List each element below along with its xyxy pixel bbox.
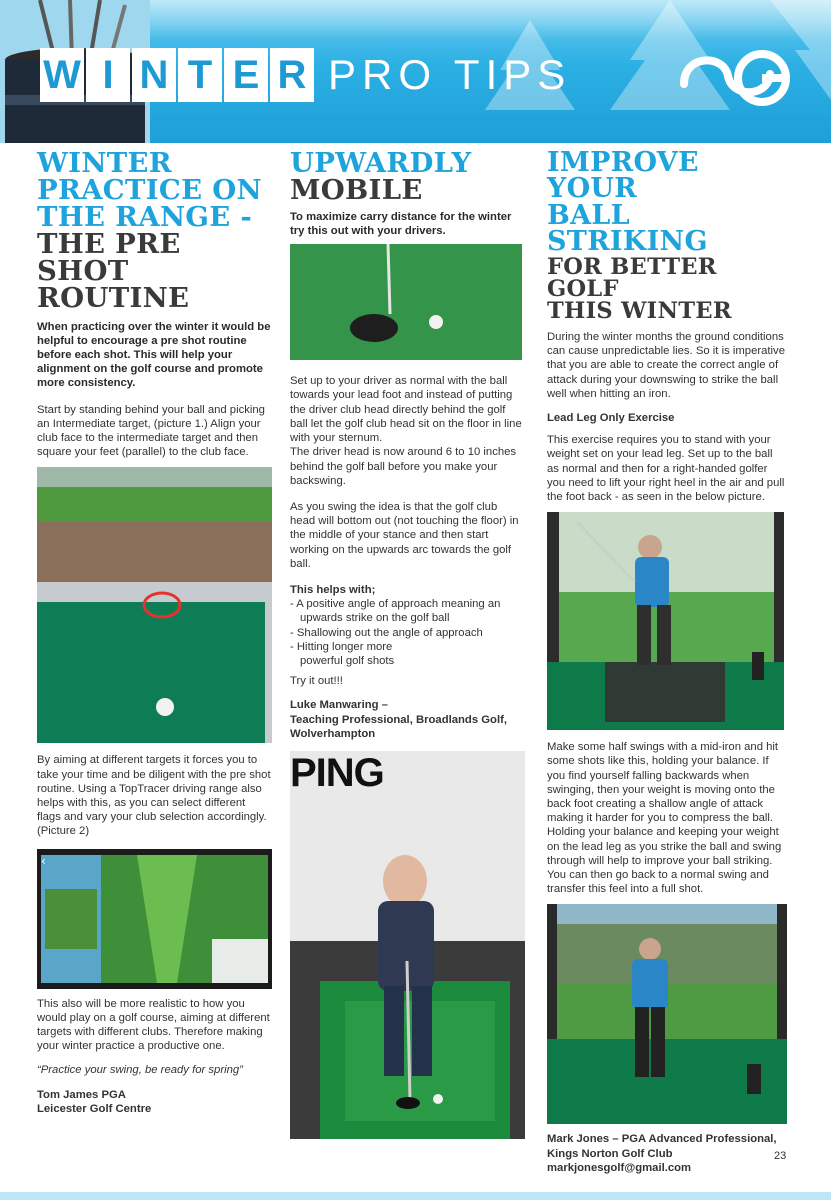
heading-line: THE RANGE - [37,200,253,233]
article-ball-striking [547,147,787,1175]
title-letter: R [270,48,314,102]
heading-line: IMPROVE YOUR [547,147,699,205]
heading-line: UPWARDLY [290,147,472,179]
heading-line: PRACTICE ON [37,173,262,206]
heading-line: THIS WINTER [547,297,732,324]
lead-paragraph: To maximize carry distance for the winter try this out with your drivers. [290,210,512,238]
title-letter: E [224,48,268,102]
driver-photo [290,244,522,360]
list-item: - A positive angle of approach meaning an upwards strike on the golf ball [290,598,501,625]
simulator-follow-through-photo [547,904,787,1124]
header-title [40,48,571,102]
article-heading [290,147,525,206]
body-paragraph: This exercise requires you to stand with your weight set on your lead leg. Set up to the ball as normal and then for a right-handed golfer you need to lift your right heel in the air and pull the foot back - as seen in the below picture. [547,434,785,503]
title-letter: W [40,48,84,102]
toptracer-screen-photo [37,849,272,989]
golfer-driver-photo [290,751,525,1139]
heading-line: MOBILE [290,173,423,206]
body-paragraph: The driver head is now around 6 to 10 inches behind the golf ball before you make your backswing. [290,446,517,487]
helps-title: This helps with; [290,583,376,596]
title-letter: N [132,48,176,102]
page-number: 23 [774,1150,787,1162]
helps-list [290,597,525,668]
ping-banner: PING [290,750,384,795]
heading-line: FOR BETTER GOLF [547,253,717,302]
title-letter: T [178,48,222,102]
heading-line: WINTER [37,147,172,179]
author-email[interactable]: markjonesgolf@gmail.com [547,1161,692,1174]
try-text: Try it out!!! [290,675,343,688]
article-upwardly-mobile [290,147,525,1139]
body-paragraph: By aiming at different targets it forces you to take your time and be diligent with the pre shot routine. Using a TopTracer driving range also helps with this, as you can select different flags and vary your club selection accordingly. (Picture 2) [37,754,271,838]
author-name: Luke Manwaring – [290,699,388,712]
list-item: - Hitting longer more powerful golf shots [290,640,395,667]
bottom-rule [0,1192,831,1200]
club-logo-icon [678,44,790,108]
lead-paragraph: When practicing over the winter it would be helpful to encourage a pre shot routine before each shot. This will help your alignment on the golf course and promote more consistency. [37,320,271,390]
body-paragraph: Make some half swings with a mid-iron and hit some shots like this, holding your balance. If you find yourself falling backwards when swinging, then your weight is moving onto the back foot creating a shallow angle of attack making it harder for you to compress the ball. Holding your balance and keeping your weight on the lead leg as you strike the ball and swing through will help to improve your ball striking. You can then go back to a normal swing and transfer this feel into a full shot. [547,741,782,896]
list-item: - Shallowing out the angle of approach [290,626,483,639]
heading-line: ROUTINE [37,281,190,314]
header-banner [0,0,831,143]
title-letter: I [86,48,130,102]
body-paragraph: During the winter months the ground conditions can cause unpredictable lies. So it is imperative that you are able to create the correct angle of attack during your downswing to strike the ball well when hitting an iron. [547,330,785,400]
body-paragraph: As you swing the idea is that the golf club head will bottom out (not touching the floor) in the middle of your stance and then start working on the upwards arc towards the golf ball. [290,500,519,570]
author-name: Tom James PGA [37,1088,126,1101]
body-paragraph: Set up to your driver as normal with the ball towards your lead foot and instead of putting the driver club head directly behind the golf ball let the golf club head sit on the floor in line with your sternum. [290,375,522,445]
article-heading [37,147,272,314]
subhead: Lead Leg Only Exercise [547,411,675,424]
simulator-swing-photo [547,512,784,730]
svg-text:‹: ‹ [41,853,46,868]
heading-line: BALL STRIKING [547,199,708,258]
article-pre-shot-routine [37,147,272,1116]
body-paragraph: Start by standing behind your ball and picking an Intermediate target, (picture 1.) Align your club face to the intermediate target and then square your feet (parallel) to the club face. [37,403,265,459]
article-heading [547,147,787,324]
range-mat-photo [37,467,272,743]
quote: “Practice your swing, be ready for spring” [37,1064,243,1077]
author-name: Mark Jones – PGA Advanced Professional, [547,1133,777,1146]
body-paragraph: This also will be more realistic to how you would play on a golf course, aiming at different targets with different clubs. Therefore making your winter practice a productive one. [37,997,270,1053]
author-club: Leicester Golf Centre [37,1102,152,1115]
heading-line: THE PRE SHOT [37,227,181,287]
header-subtitle: PRO TIPS [328,51,572,98]
author-role: Teaching Professional, Broadlands Golf, Wolverhampton [290,713,507,740]
author-club: Kings Norton Golf Club [547,1147,673,1160]
